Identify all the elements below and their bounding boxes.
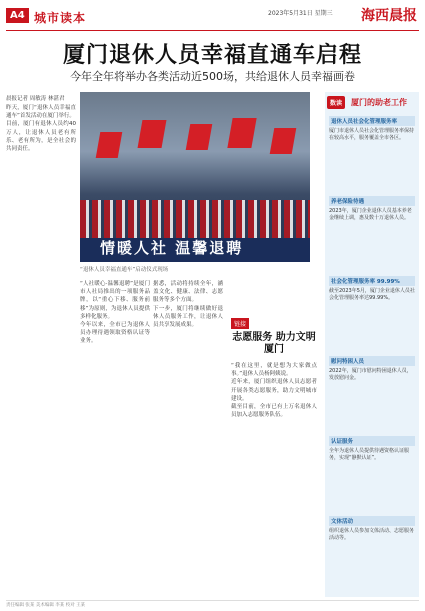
sidebar-item-title: 认证服务 (329, 436, 415, 446)
paragraph: “人社暖心·温馨退聘”是厦门市人社局推出的一项服务品牌，以“重心下移、服务前移”为原则，为退休人员提供多样化服务。 (80, 281, 150, 320)
article-column-b (80, 280, 150, 600)
article-column-c (153, 280, 223, 600)
sidebar-item-body: 2023年，厦门企业退休人员基本养老金继续上调，惠及数十万退休人员。 (329, 208, 412, 221)
newspaper-logo: 海西晨报 (361, 8, 417, 24)
issue-date: 2023年5月31日 星期三 (268, 10, 333, 17)
flag-shape (186, 124, 213, 150)
paragraph: 今年以来，全市已为退休人员办理待遇领取资格认证等业务。 (80, 322, 150, 345)
stage-banner-text: 情暖人社 温馨退聘 (100, 239, 244, 257)
sidebar-item-body: 厦门市退休人员社会化管理服务率保持在较高水平，服务覆盖全市各区。 (329, 128, 415, 141)
masthead (6, 5, 419, 31)
sidebar-item (329, 116, 415, 142)
page-number: A4 (6, 8, 29, 23)
paragraph: 截至目前，全市已有上万名退休人员加入志愿服务队伍。 (231, 404, 317, 419)
photo-caption: “退休人员幸福直通车”启动仪式现场 (80, 267, 169, 273)
sidebar-item (329, 436, 415, 462)
sidebar-item-body: 2022年，厦门市慰问特困退休人员，发放慰问金。 (329, 368, 412, 381)
paragraph: 昨天，厦门“退休人员幸福直通车”首发活动在厦门举行。 (6, 105, 76, 120)
paragraph: 下一步，厦门将继续做好退休人员服务工作，让退休人员共享发展成果。 (153, 305, 223, 329)
sidebar-item (329, 196, 415, 222)
section-name: 城市读本 (34, 11, 87, 25)
sidebar-tag: 数读 (327, 96, 345, 109)
crowd (80, 200, 310, 240)
feature-title: 志愿服务 助力文明厦门 (232, 332, 316, 355)
sidebar-header (325, 96, 419, 110)
sidebar-item-body: 组织退休人员参加文体活动、志愿服务活动等。 (329, 528, 415, 541)
sidebar-title: 厦门的助老工作 (351, 98, 407, 107)
main-photo (80, 92, 310, 262)
page-footer: 责任编辑 张某 美术编辑 李某 校对 王某 (6, 600, 419, 608)
flag-shape (227, 118, 256, 148)
paragraph: 近年来，厦门组织退休人员志愿者开展各类志愿服务，助力文明城市建设。 (231, 379, 317, 402)
paragraph: 据悉，活动将持续全年，涵盖文化、健康、法律、志愿服务等多个方面。 (153, 281, 223, 304)
sidebar-item-title: 养老保险待遇 (329, 196, 415, 206)
headline: 厦门退休人员幸福直通车启程 (62, 43, 362, 68)
sidebar-item (329, 356, 415, 382)
flag-shape (96, 132, 123, 158)
sidebar-item-body: 截至2023年5月，厦门企业退休人员社会化管理服务率达99.99%。 (329, 288, 415, 301)
paragraph: “我在这里，就是想为大家做点事。”退休人员杨阿姨说。 (231, 363, 317, 378)
sidebar-item-title: 文体活动 (329, 516, 415, 526)
sidebar-item-title: 社会化管理服务率 99.99% (329, 276, 415, 286)
sidebar-item-body: 全年为退休人员提供待遇资格认证服务，实现“静默认证”。 (329, 448, 410, 461)
feature-column (231, 362, 317, 597)
sidebar (325, 92, 419, 597)
byline: 晨报记者 周敏涛 林湛君 (6, 96, 65, 102)
sidebar-item (329, 276, 415, 302)
article-column-a (6, 104, 76, 544)
flag-shape (138, 120, 167, 148)
flag-shape (270, 128, 297, 154)
subhead: 今年全年将举办各类活动近500场，共给退休人员幸福画卷 (70, 70, 355, 83)
sidebar-item (329, 516, 415, 542)
sidebar-item-title: 退休人员社会化管理服务率 (329, 116, 415, 126)
sidebar-item-title: 慰问特困人员 (329, 356, 415, 366)
feature-tag: 链接 (231, 318, 249, 329)
paragraph: 目前，厦门有退休人员约40万人，让退休人员老有所乐、老有所为，是全社会的共同责任。 (6, 121, 76, 153)
